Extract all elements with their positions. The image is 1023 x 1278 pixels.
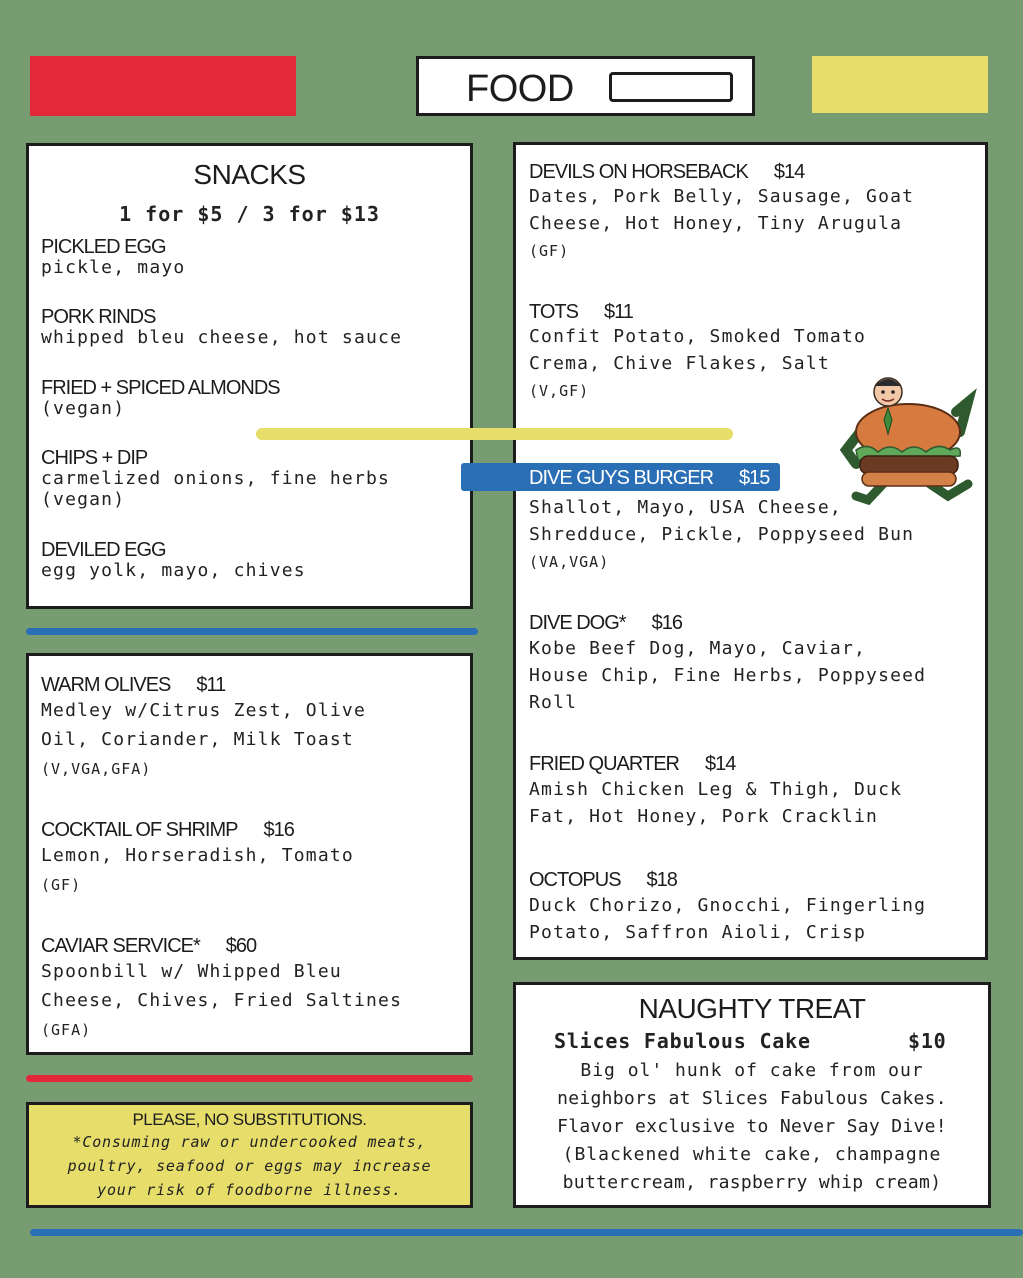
item-name: WARM OLIVES $11 bbox=[41, 674, 226, 696]
item-desc: Lemon, Horseradish, Tomato bbox=[41, 845, 354, 866]
snacks-section bbox=[26, 143, 473, 609]
treat-item-name: Slices Fabulous Cake bbox=[554, 1029, 811, 1053]
snack-desc: carmelized onions, fine herbs bbox=[41, 468, 391, 489]
item-desc: Duck Chorizo, Gnocchi, Fingerling bbox=[529, 895, 927, 916]
item-name: DEVILS ON HORSEBACK $14 bbox=[529, 161, 805, 183]
item-desc: House Chip, Fine Herbs, Poppyseed bbox=[529, 665, 927, 686]
item-desc: Potato, Saffron Aioli, Crisp bbox=[529, 922, 867, 943]
item-desc: Confit Potato, Smoked Tomato bbox=[529, 326, 867, 347]
item-desc: Medley w/Citrus Zest, Olive bbox=[41, 700, 366, 721]
yellow-divider bbox=[256, 428, 733, 440]
snack-desc: (vegan) bbox=[41, 489, 126, 510]
item-desc: Cheese, Chives, Fried Saltines bbox=[41, 990, 403, 1011]
treat-desc: buttercream, raspberry whip cream) bbox=[562, 1172, 942, 1193]
snack-name: PORK RINDS bbox=[41, 306, 156, 328]
notice-line: poultry, seafood or eggs may increase bbox=[67, 1157, 432, 1175]
mains-section bbox=[513, 142, 988, 960]
blue-divider bbox=[26, 628, 478, 635]
notice-line: your risk of foodborne illness. bbox=[97, 1181, 402, 1199]
notice-title: PLEASE, NO SUBSTITUTIONS. bbox=[132, 1110, 367, 1129]
snacks-title: SNACKS bbox=[193, 159, 306, 190]
notice-box bbox=[26, 1102, 473, 1208]
item-name: TOTS $11 bbox=[529, 301, 633, 323]
snack-name: CHIPS + DIP bbox=[41, 447, 148, 469]
item-desc: Crema, Chive Flakes, Salt bbox=[529, 353, 830, 374]
item-desc: Shredduce, Pickle, Poppyseed Bun bbox=[529, 524, 915, 545]
diet-tags: (GFA) bbox=[41, 1021, 92, 1039]
item-desc: Spoonbill w/ Whipped Bleu bbox=[41, 961, 342, 982]
item-desc: Shallot, Mayo, USA Cheese, bbox=[529, 497, 842, 518]
treat-desc: neighbors at Slices Fabulous Cakes. bbox=[557, 1088, 947, 1109]
yellow-block-decoration bbox=[812, 56, 988, 113]
small-plates-section bbox=[26, 653, 473, 1055]
treat-desc: Big ol' hunk of cake from our bbox=[580, 1060, 924, 1081]
treat-desc: Flavor exclusive to Never Say Dive! bbox=[557, 1116, 947, 1137]
burger-highlight bbox=[461, 463, 780, 491]
snack-desc: pickle, mayo bbox=[41, 257, 186, 278]
diet-tags: (GF) bbox=[41, 876, 82, 894]
snack-desc: whipped bleu cheese, hot sauce bbox=[41, 327, 403, 348]
item-desc: Cheese, Hot Honey, Tiny Arugula bbox=[529, 213, 903, 234]
item-desc: Fat, Hot Honey, Pork Cracklin bbox=[529, 806, 879, 827]
diet-tags: (V,VGA,GFA) bbox=[41, 760, 152, 778]
page-title: FOOD bbox=[466, 68, 574, 110]
treat-price: $10 bbox=[908, 1029, 947, 1053]
treat-title: NAUGHTY TREAT bbox=[638, 993, 866, 1024]
item-name: DIVE DOG* $16 bbox=[529, 612, 682, 634]
item-desc: Oil, Coriander, Milk Toast bbox=[41, 729, 354, 750]
notice-line: *Consuming raw or undercooked meats, bbox=[72, 1133, 427, 1151]
treat-desc: (Blackened white cake, champagne bbox=[562, 1144, 942, 1165]
red-divider bbox=[26, 1075, 473, 1082]
diet-tags: (V,GF) bbox=[529, 382, 590, 400]
title-outline-rect bbox=[609, 72, 733, 102]
burger-mascot-illustration bbox=[838, 372, 983, 517]
item-desc: Roll bbox=[529, 692, 578, 713]
item-desc: Kobe Beef Dog, Mayo, Caviar, bbox=[529, 638, 867, 659]
item-name: COCKTAIL OF SHRIMP $16 bbox=[41, 819, 294, 841]
snack-name: PICKLED EGG bbox=[41, 236, 166, 258]
snack-name: FRIED + SPICED ALMONDS bbox=[41, 377, 280, 399]
snacks-deal: 1 for $5 / 3 for $13 bbox=[119, 202, 380, 226]
header-box bbox=[416, 56, 755, 116]
snack-name: DEVILED EGG bbox=[41, 539, 166, 561]
diet-tags: (VA,VGA) bbox=[529, 553, 610, 571]
item-desc: Amish Chicken Leg & Thigh, Duck bbox=[529, 779, 903, 800]
item-desc: Dates, Pork Belly, Sausage, Goat bbox=[529, 186, 915, 207]
treat-section bbox=[513, 982, 991, 1208]
bottom-blue-divider bbox=[30, 1229, 1023, 1236]
snack-desc: egg yolk, mayo, chives bbox=[41, 560, 306, 581]
diet-tags: (GF) bbox=[529, 242, 570, 260]
item-name: CAVIAR SERVICE* $60 bbox=[41, 935, 257, 957]
item-name: DIVE GUYS BURGER $15 bbox=[529, 467, 770, 489]
red-block-decoration bbox=[30, 56, 296, 116]
item-name: OCTOPUS $18 bbox=[529, 869, 677, 891]
snack-desc: (vegan) bbox=[41, 398, 126, 419]
item-name: FRIED QUARTER $14 bbox=[529, 753, 736, 775]
